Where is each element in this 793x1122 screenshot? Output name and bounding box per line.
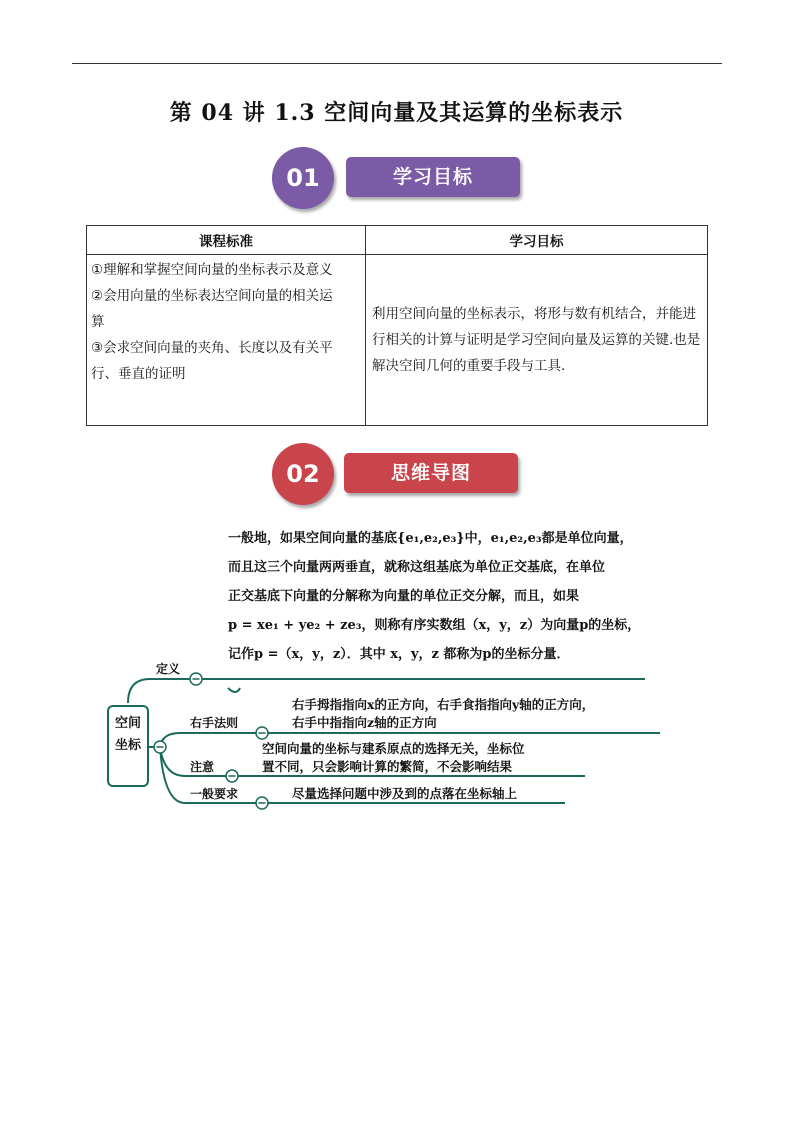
definition-line: 一般地，如果空间向量的基底{e₁,e₂,e₃}中，e₁,e₂,e₃都是单位向量，	[228, 531, 633, 546]
definition-line: 而且这三个向量两两垂直，就称这组基底为单位正交基底，在单位	[228, 560, 606, 575]
section-number-badge: 02	[272, 443, 334, 505]
learning-goal-cell: 利用空间向量的坐标表示，将形与数有机结合，并能进行相关的计算与证明是学习空间向量及运算的关键.也是解决空间几何的重要手段与工具.	[366, 255, 708, 426]
section-label: 学习目标	[346, 157, 520, 197]
mind-map-root: 空间坐标	[107, 705, 149, 787]
table-header-goal: 学习目标	[366, 226, 708, 255]
leaf-line: 尽量选择问题中涉及到的点落在坐标轴上	[292, 786, 518, 801]
page-title: 第 04 讲 1.3 空间向量及其运算的坐标表示	[169, 100, 624, 126]
branch-label-right-hand: 右手法则	[190, 716, 239, 730]
leaf-right-hand	[292, 696, 594, 732]
standard-line: ②会用向量的坐标表达空间向量的相关运	[91, 288, 333, 304]
leaf-line: 置不同，只会影响计算的繁简，不会影响结果	[262, 759, 513, 774]
definition-paragraph	[228, 526, 658, 671]
standard-line: 算	[91, 314, 105, 330]
leaf-line: 右手中指指向z轴的正方向	[292, 715, 437, 730]
section-label: 思维导图	[344, 453, 518, 493]
leaf-note	[262, 740, 525, 776]
standard-line: 行、垂直的证明	[91, 366, 186, 382]
leaf-general	[292, 785, 517, 803]
leaf-line: 空间向量的坐标与建系原点的选择无关，坐标位	[262, 741, 525, 756]
branch-label-general: 一般要求	[190, 787, 239, 801]
table-header-standard: 课程标准	[87, 226, 366, 255]
leaf-line: 右手拇指指向x的正方向，右手食指指向y轴的正方向，	[292, 697, 595, 712]
standard-line: ①理解和掌握空间向量的坐标表示及意义	[91, 262, 333, 278]
small-arc	[228, 688, 240, 692]
definition-line: 正交基底下向量的分解称为向量的单位正交分解，而且，如果	[228, 589, 580, 604]
branch-label-definition: 定义	[156, 662, 181, 676]
branch-label-note: 注意	[190, 760, 215, 774]
section-number-badge: 01	[272, 147, 334, 209]
definition-line: 记作p =（x，y，z）．其中 x，y，z 都称为p的坐标分量．	[228, 647, 570, 662]
definition-line: p = xe₁ + ye₂ + ze₃，则称有序实数组（x，y，z）为向量p的坐标，	[228, 618, 641, 633]
standard-line: ③会求空间向量的夹角、长度以及有关平	[91, 340, 333, 356]
